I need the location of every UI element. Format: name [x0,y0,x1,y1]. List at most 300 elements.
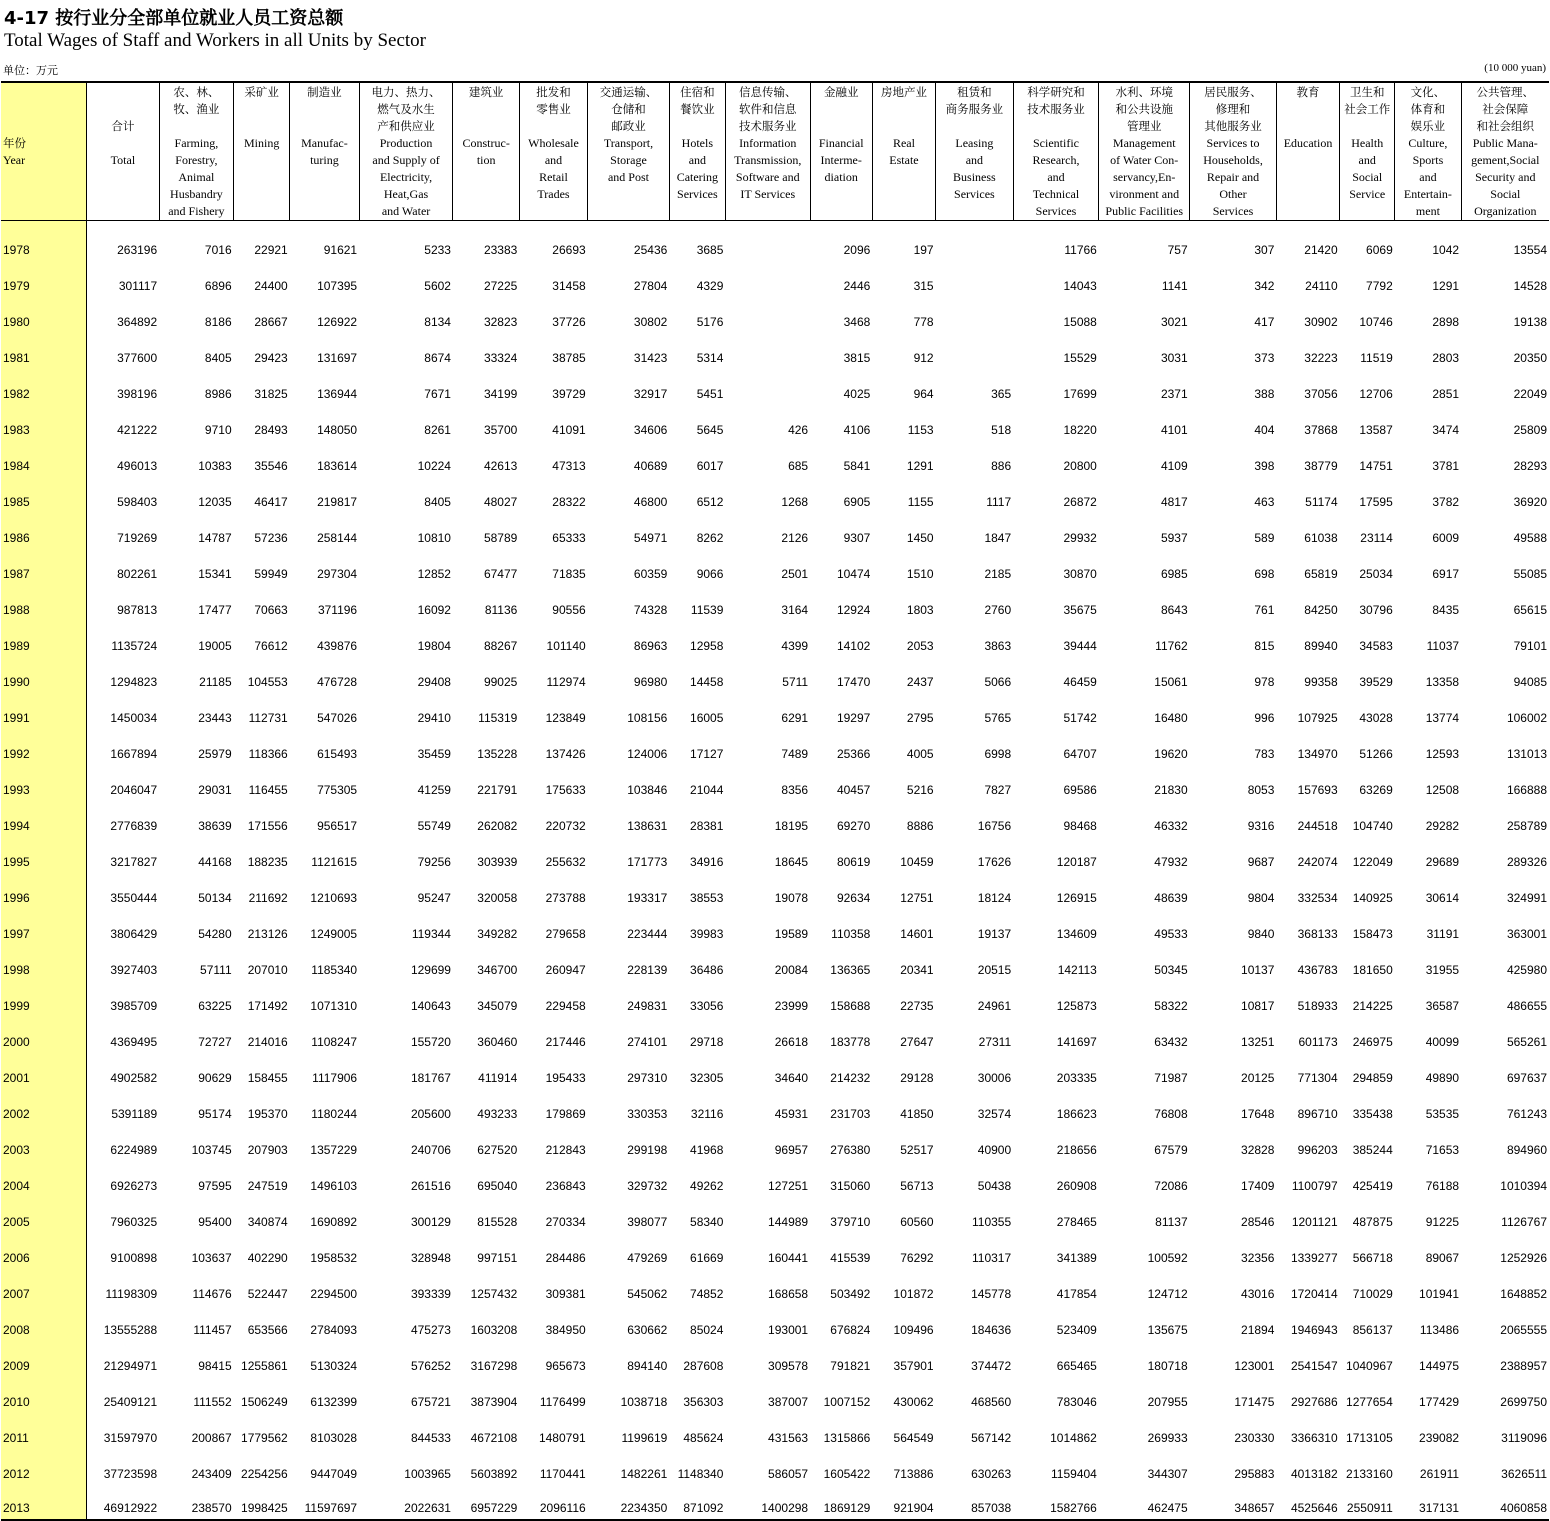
value-cell: 50345 [1154,963,1188,977]
value-cell: 31825 [254,387,288,401]
value-cell: 5130324 [310,1359,358,1373]
value-cell: 24400 [254,279,288,293]
value-cell: 29128 [900,1071,934,1085]
unit-label-cn: 单位：万元 [3,64,58,77]
value-cell: 9066 [696,567,724,581]
value-cell: 171773 [627,855,668,869]
value-cell: 188235 [247,855,288,869]
value-cell: 871092 [683,1501,724,1515]
value-cell: 5711 [782,675,809,689]
column-header-en: and [965,153,984,167]
value-cell: 38779 [1304,459,1338,473]
value-cell: 171556 [247,819,288,833]
year-cell [1,1089,87,1125]
value-cell: 85024 [690,1323,724,1337]
value-cell: 1400298 [761,1501,809,1515]
column-header-en: servancy,En- [1113,170,1176,184]
value-cell: 1040967 [1346,1359,1393,1373]
value-cell: 4106 [843,423,871,437]
value-cell: 346700 [477,963,518,977]
table-row [1,585,1549,621]
year-label: 1993 [3,783,30,797]
value-cell: 40900 [977,1143,1012,1157]
value-cell: 1294823 [110,675,158,689]
value-cell: 32116 [690,1107,724,1121]
value-cell: 503492 [830,1287,871,1301]
value-cell: 38639 [198,819,232,833]
value-cell: 6291 [781,711,809,725]
value-cell: 1946943 [1290,1323,1338,1337]
value-cell: 2254256 [241,1467,288,1481]
value-cell: 183778 [830,1035,871,1049]
value-cell: 301117 [118,279,158,293]
value-cell: 88267 [483,639,518,653]
value-cell: 10459 [900,855,934,869]
value-cell: 58789 [483,531,518,545]
column-header-cn: 管理业 [1127,119,1162,133]
value-cell: 8643 [1160,603,1188,617]
value-cell: 103745 [191,1143,232,1157]
column-header [290,82,359,221]
value-cell: 166888 [1506,783,1547,797]
value-cell: 81136 [484,603,518,617]
value-cell: 122049 [1352,855,1393,869]
value-cell: 34583 [1359,639,1393,653]
value-cell: 2446 [843,279,871,293]
value-cell: 324991 [1506,891,1547,905]
value-cell: 90556 [552,603,586,617]
value-cell: 126915 [1056,891,1097,905]
value-cell: 27225 [483,279,518,293]
column-header [588,82,670,221]
value-cell: 4369495 [110,1035,158,1049]
value-cell: 912 [913,351,934,365]
value-cell: 48027 [483,495,518,509]
value-cell: 6009 [1432,531,1460,545]
value-cell: 12035 [198,495,232,509]
value-cell: 3985709 [110,999,158,1013]
value-cell: 57111 [200,963,232,977]
value-cell: 7016 [204,243,232,257]
column-header [1340,82,1395,221]
value-cell: 896710 [1297,1107,1338,1121]
value-cell: 76808 [1154,1107,1188,1121]
value-cell: 675721 [410,1395,451,1409]
value-cell: 1255861 [241,1359,288,1373]
value-cell: 186623 [1056,1107,1097,1121]
column-header-en: Information [739,136,797,150]
value-cell: 29408 [417,675,451,689]
column-header-cn: 金融业 [823,85,859,99]
value-cell: 27804 [633,279,668,293]
year-cell [1,657,87,693]
value-cell: 20125 [1241,1071,1275,1085]
value-cell: 2065555 [1500,1323,1547,1337]
value-cell: 140643 [410,999,451,1013]
value-cell: 630662 [627,1323,668,1337]
value-cell: 258789 [1506,819,1547,833]
value-cell: 269933 [1147,1431,1188,1445]
column-header-en: Services to [1206,136,1260,150]
value-cell: 240706 [410,1143,451,1157]
value-cell: 12924 [836,603,871,617]
value-cell: 213126 [247,927,288,941]
value-cell: 1176499 [539,1395,586,1409]
value-cell: 295883 [1234,1467,1275,1481]
value-cell: 27647 [900,1035,934,1049]
value-cell: 496013 [117,459,158,473]
value-cell: 47932 [1154,855,1188,869]
value-cell: 76188 [1425,1179,1460,1193]
value-cell: 4817 [1160,495,1188,509]
value-cell: 41850 [900,1107,934,1121]
value-cell: 39444 [1063,639,1097,653]
value-cell: 1199619 [621,1431,668,1445]
value-cell: 20350 [1513,351,1547,365]
value-cell: 1482261 [620,1467,668,1481]
value-cell: 19138 [1513,315,1547,329]
value-cell: 214232 [830,1071,871,1085]
year-cell [1,873,87,909]
value-cell: 9307 [843,531,871,545]
value-cell: 221791 [477,783,518,797]
value-cell: 67477 [483,567,518,581]
value-cell: 95174 [198,1107,232,1121]
column-header-en: Social [1490,187,1521,201]
value-cell: 41968 [690,1143,724,1157]
value-cell: 402290 [247,1251,288,1265]
value-cell: 123001 [1234,1359,1275,1373]
year-label: 2007 [3,1287,30,1301]
value-cell: 39529 [1359,675,1393,689]
value-cell: 177429 [1419,1395,1460,1409]
value-cell: 35675 [1063,603,1097,617]
page-title-en: Total Wages of Staff and Workers in all Units by Sector [4,30,426,51]
value-cell: 7827 [984,783,1012,797]
value-cell: 19804 [417,639,451,653]
value-cell: 184636 [971,1323,1012,1337]
value-cell: 20515 [977,963,1012,977]
value-cell: 5176 [696,315,724,329]
value-cell: 2388957 [1500,1359,1547,1373]
value-cell: 45931 [774,1107,809,1121]
value-cell: 261911 [1419,1467,1460,1481]
value-cell: 101872 [893,1287,934,1301]
column-header-cn: 和公共设施 [1115,102,1173,116]
value-cell: 107925 [1297,711,1338,725]
value-cell: 70663 [254,603,288,617]
value-cell: 1450 [906,531,934,545]
column-header [810,82,872,221]
year-cell [1,585,87,621]
column-header-en: Transport, [603,136,654,150]
value-cell: 71987 [1154,1071,1188,1085]
value-cell: 300129 [410,1215,451,1229]
value-cell: 997151 [477,1251,518,1265]
value-cell: 2795 [906,711,934,725]
value-cell: 425419 [1352,1179,1393,1193]
value-cell: 17626 [977,855,1012,869]
value-cell: 5603892 [470,1467,518,1481]
value-cell: 98468 [1063,819,1097,833]
value-cell: 94085 [1513,675,1547,689]
value-cell: 14043 [1063,279,1097,293]
value-cell: 236843 [545,1179,586,1193]
value-cell: 56713 [900,1179,934,1193]
column-header [453,82,519,221]
value-cell: 20341 [900,963,934,977]
value-cell: 19297 [836,711,871,725]
value-cell: 34916 [690,855,724,869]
value-cell: 101140 [546,639,586,653]
value-cell: 348657 [1234,1501,1275,1515]
value-cell: 46800 [633,495,668,509]
year-cell [1,801,87,837]
year-cell [1,333,87,369]
year-label: 2005 [3,1215,30,1229]
value-cell: 54280 [198,927,232,941]
page-title-cn: 4-17 按行业分全部单位就业人员工资总额 [4,8,344,29]
value-cell: 1582766 [1050,1501,1097,1515]
value-cell: 17477 [198,603,232,617]
value-cell: 1210693 [310,891,358,905]
column-header [872,82,935,221]
value-cell: 586057 [768,1467,809,1481]
column-header [1461,82,1549,221]
column-header-cn: 体育和 [1410,102,1446,116]
value-cell [725,333,810,369]
value-cell: 1117 [986,495,1012,509]
value-cell: 3366310 [1290,1431,1338,1445]
column-header-en: Estate [889,153,919,167]
value-cell: 260947 [545,963,586,977]
value-cell: 475273 [410,1323,451,1337]
column-header-cn: 和社会组织 [1476,119,1535,133]
value-cell: 13554 [1513,243,1547,257]
value-cell: 10137 [1241,963,1275,977]
column-header-cn: 房地产业 [880,85,927,99]
value-cell: 228139 [627,963,668,977]
value-cell: 99358 [1304,675,1338,689]
value-cell: 589 [1254,531,1275,545]
value-cell: 200867 [191,1431,232,1445]
column-header-cn: 合计 [111,119,135,133]
value-cell: 65333 [552,531,586,545]
value-cell: 1958532 [310,1251,358,1265]
value-cell: 19078 [774,891,809,905]
value-cell: 3021 [1160,315,1188,329]
column-header-cn: 电力、热力、 [371,85,441,99]
table-row [1,945,1549,981]
value-cell: 287608 [683,1359,724,1373]
year-cell [1,1341,87,1377]
value-cell: 8053 [1247,783,1275,797]
value-cell: 40457 [836,783,871,797]
value-cell: 2234350 [620,1501,668,1515]
table-body [1,221,1549,1521]
column-header-en: Services [677,187,718,201]
value-cell: 357901 [893,1359,934,1373]
value-cell: 1003965 [404,1467,451,1481]
value-cell: 13251 [1241,1035,1275,1049]
value-cell: 39983 [690,927,724,941]
value-cell: 30870 [1063,567,1097,581]
value-cell: 463 [1254,495,1275,509]
year-label: 1991 [3,711,30,725]
column-header-en: and Water [381,204,431,218]
value-cell: 5066 [984,675,1012,689]
value-cell: 1014862 [1050,1431,1097,1445]
value-cell: 1155 [907,495,934,509]
value-cell: 17127 [690,747,724,761]
value-cell: 29410 [417,711,451,725]
year-cell [1,981,87,1017]
value-cell: 71653 [1425,1143,1460,1157]
value-cell: 373 [1254,351,1275,365]
value-cell: 2371 [1160,387,1188,401]
value-cell: 3550444 [110,891,158,905]
value-cell: 665465 [1056,1359,1097,1373]
value-cell: 61669 [690,1251,724,1265]
value-cell: 317131 [1419,1501,1460,1515]
value-cell: 345079 [477,999,518,1013]
year-cell [1,477,87,513]
value-cell: 685 [788,459,809,473]
column-header [359,82,453,221]
value-cell: 1100797 [1291,1179,1338,1193]
value-cell: 1605422 [823,1467,871,1481]
value-cell: 387007 [768,1395,809,1409]
column-header-cn: 住宿和 [680,85,715,99]
year-cell [1,945,87,981]
table-row [1,1233,1549,1269]
value-cell: 36920 [1513,495,1547,509]
value-cell: 112974 [546,675,586,689]
value-cell: 309381 [545,1287,586,1301]
table-row [1,513,1549,549]
value-cell: 21830 [1154,783,1188,797]
value-cell [725,369,810,405]
value-cell: 63225 [198,999,232,1013]
year-label: 1984 [3,459,30,473]
column-header-cn: 餐饮业 [680,102,715,116]
value-cell: 8435 [1432,603,1460,617]
value-cell: 136365 [830,963,871,977]
value-cell: 13587 [1359,423,1393,437]
value-cell: 802261 [117,567,158,581]
value-cell: 17595 [1359,495,1393,509]
year-label: 1983 [3,423,30,437]
column-header-cn: 娱乐业 [1410,119,1446,133]
value-cell: 425980 [1506,963,1547,977]
value-cell: 28293 [1513,459,1547,473]
year-cell [1,1305,87,1341]
value-cell: 8674 [424,351,451,365]
year-label: 1992 [3,747,30,761]
value-cell: 42613 [483,459,518,473]
value-cell: 398 [1254,459,1275,473]
value-cell: 46417 [254,495,288,509]
value-cell: 168658 [768,1287,809,1301]
value-cell: 1667894 [110,747,158,761]
value-cell: 6917 [1432,567,1460,581]
value-cell: 91225 [1425,1215,1460,1229]
value-cell: 1648852 [1500,1287,1547,1301]
value-cell: 76612 [254,639,288,653]
value-cell: 61038 [1304,531,1338,545]
value-cell: 7792 [1366,279,1393,293]
value-cell: 4013182 [1290,1467,1338,1481]
year-label: 2000 [3,1035,30,1049]
value-cell: 111552 [193,1395,232,1409]
value-cell: 60359 [633,567,668,581]
column-header-en: Services [1035,204,1077,218]
value-cell: 4025 [843,387,871,401]
value-cell: 51174 [1305,495,1338,509]
value-cell: 17470 [836,675,871,689]
value-cell: 49533 [1154,927,1188,941]
value-cell: 1007152 [823,1395,871,1409]
value-cell: 158473 [1352,927,1393,941]
value-cell: 1180244 [311,1107,358,1121]
value-cell: 3873904 [470,1395,518,1409]
value-cell: 242074 [1297,855,1338,869]
value-cell: 713886 [893,1467,934,1481]
value-cell: 35459 [417,747,451,761]
value-cell: 6957229 [470,1501,518,1515]
value-cell: 31955 [1425,963,1460,977]
column-header-en: Financial [818,136,864,150]
value-cell: 3815 [843,351,871,365]
value-cell: 21044 [690,783,724,797]
column-header-en: Manufac- [301,136,348,150]
column-header-en: ment [1415,204,1440,218]
value-cell: 24961 [977,999,1012,1013]
value-cell: 4525646 [1290,1501,1338,1515]
value-cell: 23999 [774,999,809,1013]
value-cell: 25979 [198,747,232,761]
column-header-en: Electricity, [379,170,433,184]
value-cell: 1268 [781,495,809,509]
column-header [1190,82,1277,221]
value-cell: 23443 [198,711,232,725]
column-header-cn: 其他服务业 [1204,119,1262,133]
value-cell: 374472 [971,1359,1012,1373]
column-header-cn: 公共管理、 [1476,85,1535,99]
value-cell: 368133 [1297,927,1338,941]
year-label: 1998 [3,963,30,977]
value-cell: 1170441 [539,1467,586,1481]
value-cell: 15088 [1063,315,1097,329]
value-cell: 10474 [836,567,871,581]
column-header-cn: 商务服务业 [945,102,1004,116]
value-cell: 1201121 [1291,1215,1338,1229]
value-cell: 214016 [247,1035,288,1049]
value-cell: 2185 [984,567,1012,581]
value-cell: 3468 [843,315,871,329]
value-cell: 567142 [971,1431,1012,1445]
value-cell: 5841 [843,459,871,473]
value-cell: 297310 [627,1071,668,1085]
value-cell: 144989 [768,1215,809,1229]
year-label: 1994 [3,819,30,833]
value-cell: 43028 [1359,711,1393,725]
value-cell: 31597970 [103,1431,158,1445]
value-cell: 5937 [1160,531,1188,545]
value-cell: 2437 [906,675,934,689]
table-row [1,1341,1549,1377]
value-cell: 181767 [410,1071,451,1085]
